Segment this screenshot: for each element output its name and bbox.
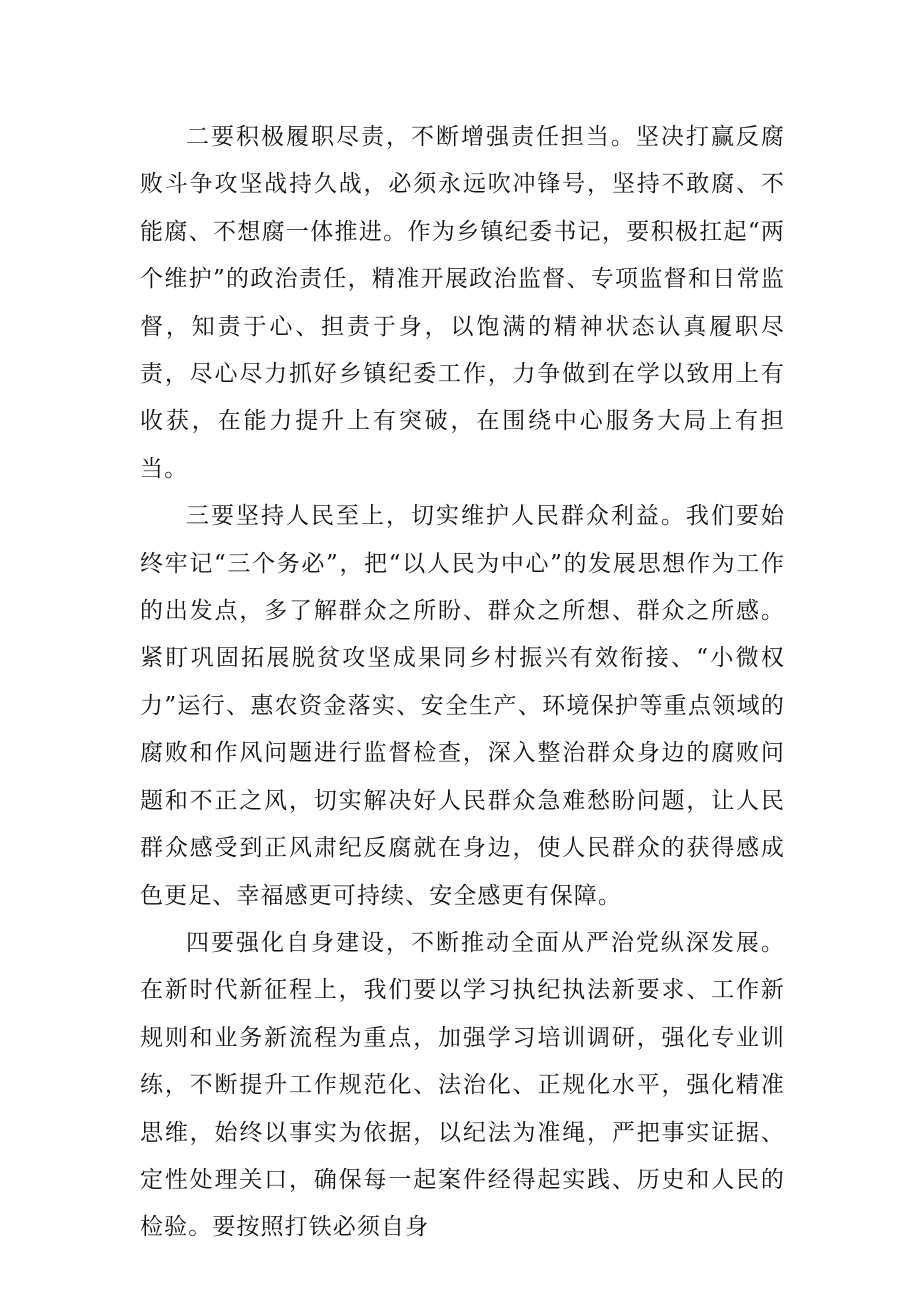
paragraph-3: 三要坚持人民至上，切实维护人民群众利益。我们要始终牢记“三个务必”，把“以人民为中心”的发展思想作为工作的出发点，多了解群众之所盼、群众之所想、群众之所感。紧盯巩固拓展脱贫攻坚成果同乡村振兴有效衔接、“小微权力”运行、惠农资金落实、安全生产、环境保护等重点领域的腐败和作风问题进行监督检查，深入整治群众身边的腐败问题和不正之风，切实解决好人民群众急难愁盼问题，让人民群众感受到正风肃纪反腐就在身边，使人民群众的获得感成色更足、幸福感更可持续、安全感更有保障。: [140, 503, 785, 909]
document-body: [140, 114, 785, 1252]
paragraph-4: 四要强化自身建设，不断推动全面从严治党纵深发展。在新时代新征程上，我们要以学习执纪执法新要求、工作新规则和业务新流程为重点，加强学习培训调研，强化专业训练，不断提升工作规范化、法治化、正规化水平，强化精准思维，始终以事实为依据，以纪法为准绳，严把事实证据、定性处理关口，确保每一起案件经得起实践、历史和人民的检验。要按照打铁必须自身: [140, 929, 785, 1241]
paragraph-2: 二要积极履职尽责，不断增强责任担当。坚决打赢反腐败斗争攻坚战持久战，必须永远吹冲锋号，坚持不敢腐、不能腐、不想腐一体推进。作为乡镇纪委书记，要积极扛起“两个维护”的政治责任，精准开展政治监督、专项监督和日常监督，知责于心、担责于身，以饱满的精神状态认真履职尽责，尽心尽力抓好乡镇纪委工作，力争做到在学以致用上有收获，在能力提升上有突破，在围绕中心服务大局上有担当。: [140, 124, 785, 482]
